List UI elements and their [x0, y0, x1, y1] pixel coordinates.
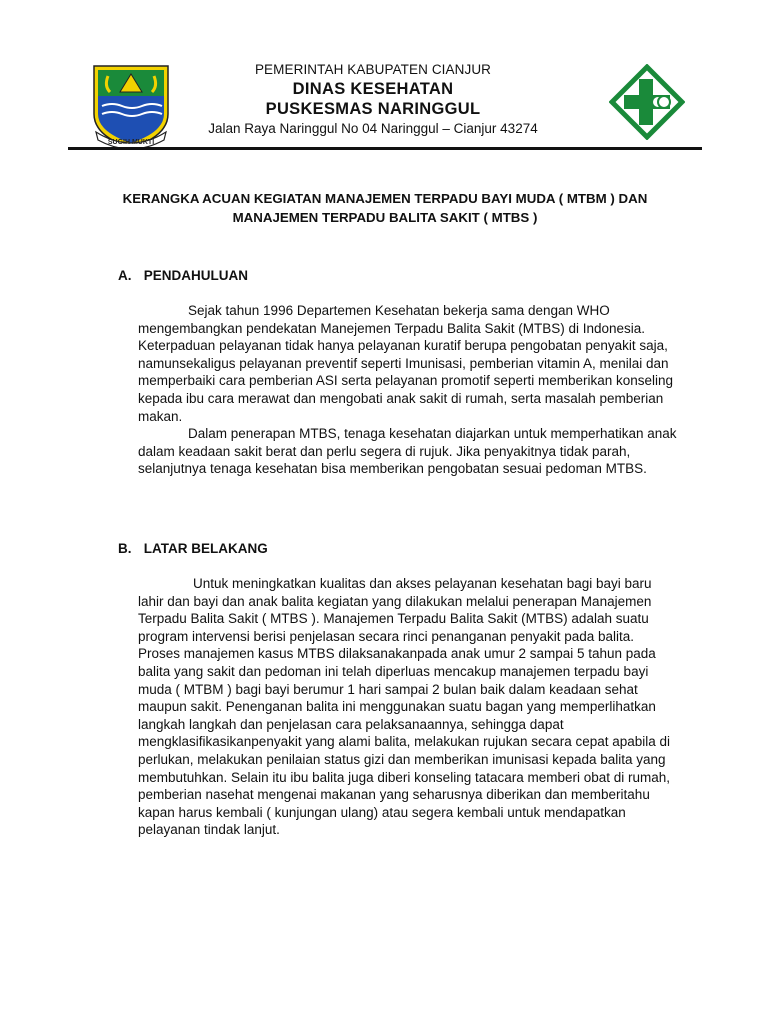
- letterhead-agency: DINAS KESEHATAN: [292, 80, 454, 98]
- letterhead-puskesmas: PUSKESMAS NARINGGUL: [265, 100, 481, 118]
- paragraph: Dalam penerapan MTBS, tenaga kesehatan diajarkan untuk memperhatikan anak dalam keadaan sakit berat dan perlu segera di rujuk. Jika penyakitnya tidak parah, selanjutnya tenaga kesehatan bisa memberikan pengobatan sesuai pedoman MTBS.: [138, 426, 677, 477]
- document-title: [80, 189, 690, 227]
- section-body-latar-belakang: [138, 575, 678, 839]
- section-body-pendahuluan: [138, 302, 678, 478]
- letterhead-address: Jalan Raya Naringgul No 04 Naringgul – Cianjur 43274: [208, 121, 538, 136]
- title-line-2: MANAJEMEN TERPADU BALITA SAKIT ( MTBS ): [232, 210, 538, 225]
- cianjur-regency-emblem-icon: [90, 62, 172, 152]
- title-line-1: KERANGKA ACUAN KEGIATAN MANAJEMEN TERPADU BAYI MUDA ( MTBM ) DAN: [122, 191, 648, 206]
- section-heading-pendahuluan: [118, 267, 248, 285]
- puskesmas-cross-emblem-icon: [609, 64, 685, 140]
- section-heading-latar-belakang: [118, 540, 268, 558]
- section-number: B.: [118, 541, 132, 556]
- logo-motto-text: SUGIH MUKTI: [107, 139, 155, 146]
- section-title: PENDAHULUAN: [143, 268, 249, 283]
- section-title: LATAR BELAKANG: [143, 541, 268, 556]
- letterhead-divider: [68, 147, 702, 150]
- section-number: A.: [118, 268, 132, 283]
- letterhead: [180, 61, 566, 138]
- paragraph: Untuk meningkatkan kualitas dan akses pelayanan kesehatan bagi bayi baru lahir dan bayi dan anak balita kegiatan yang dilakukan melalui penerapan Manajemen Terpadu Balita Sakit ( MTBS ). Manajemen Terpadu Balita Sakit (MTBS) adalah suatu program intervensi berisi penjelasan secara rinci penanganan penyakit pada balita. Proses manajemen kasus MTBS dilaksanakanpada anak umur 2 sampai 5 tahun pada balita yang sakit dan pedoman ini telah diperluas mencakup manajemen terpadu bayi muda ( MTBM ) bagi bayi berumur 1 hari sampai 2 bulan baik dalam keadaan sehat maupun sakit. Penenganan balita ini menggunakan suatu bagan yang memperlihatkan langkah langkah dan penjelasan cara pelaksanaannya, sehingga dapat mengklasifikasikanpenyakit yang alami balita, melakukan rujukan secara cepat apabila di perlukan, melakukan penilaian status gizi dan memberikan imunisasi kepada balita yang membutuhkan. Selain itu ibu balita juga diberi konseling tatacara memberi obat di rumah, pemberian nasehat mengenai makanan yang seharusnya diberikan dan memberitahu kapan harus kembali ( kunjungan ulang) atau segera kembali untuk mendapatkan pelayanan tindak lanjut.: [138, 576, 671, 838]
- paragraph: Sejak tahun 1996 Departemen Kesehatan bekerja sama dengan WHO mengembangkan pendekatan Manejemen Terpadu Balita Sakit (MTBS) di Indonesia. Keterpaduan pelayanan tidak hanya pelayanan kuratif berupa pengobatan penyakit saja, namunsekaligus pelayanan preventif seperti Imunisasi, pemberian vitamin A, menilai dan memperbaiki cara pemberian ASI serta pelayanan promotif seperti memberikan konseling kepada ibu cara merawat dan mengobati anak sakit di rumah, serta masalah pemberian makan.: [138, 303, 674, 424]
- letterhead-government: PEMERINTAH KABUPATEN CIANJUR: [254, 62, 492, 77]
